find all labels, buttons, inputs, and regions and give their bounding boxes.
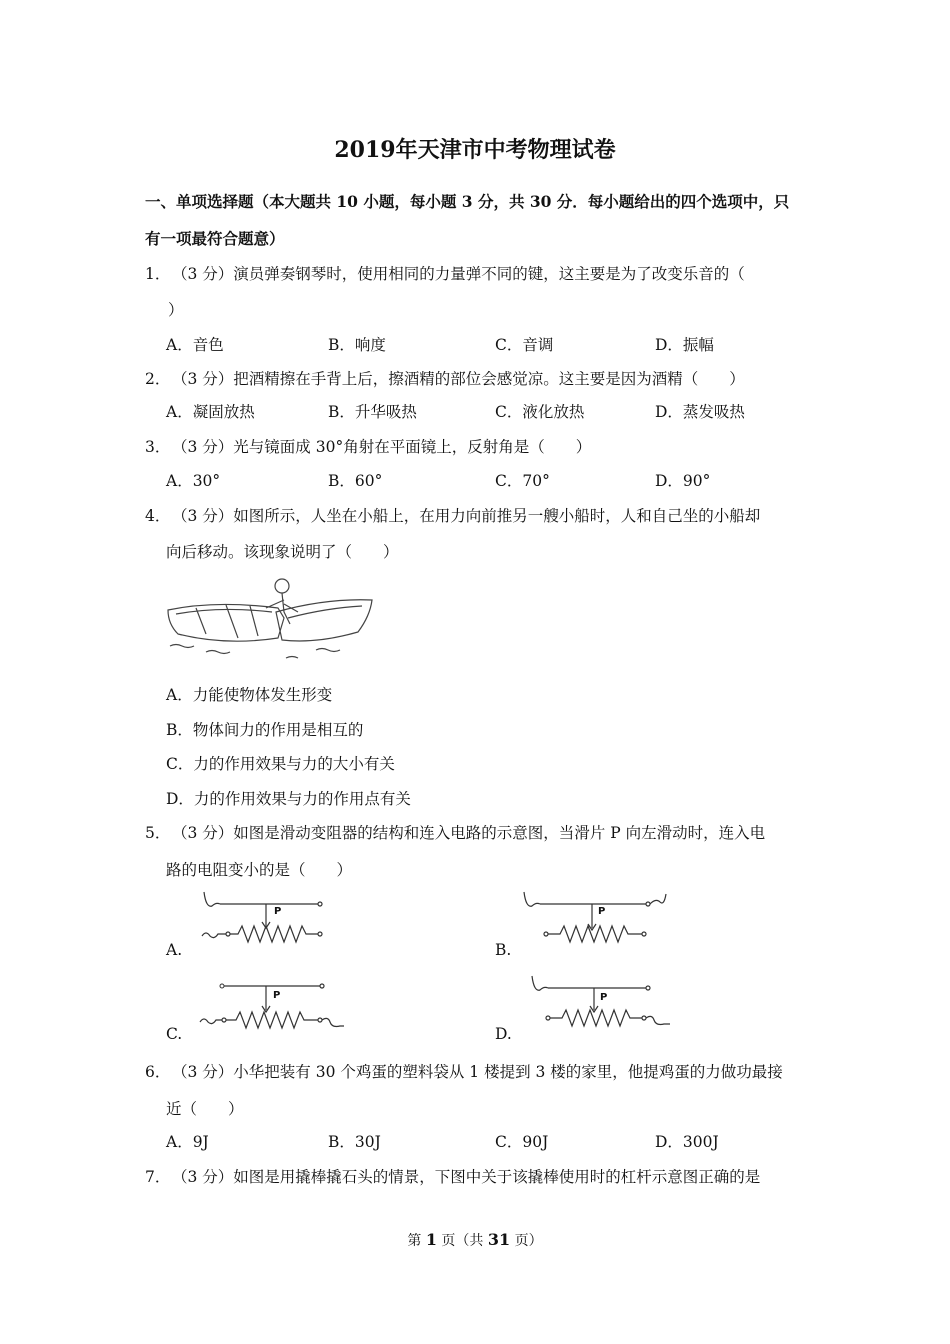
question-number: 1． (145, 265, 171, 283)
option-d: D. (495, 1025, 512, 1043)
question-number: 2． (145, 370, 171, 388)
option-b: B．60° (328, 472, 383, 490)
option-d: D．300J (655, 1133, 719, 1151)
boat-illustration (166, 572, 378, 664)
option-a: A. (166, 941, 183, 959)
option-b: B. (495, 941, 512, 959)
option-c: C．90J (495, 1133, 549, 1151)
option-c: C．力的作用效果与力的大小有关 (166, 755, 395, 773)
rheostat-diagram-a (200, 890, 330, 950)
option-d: D．振幅 (655, 336, 714, 354)
footer-middle: 页（共 (436, 1233, 488, 1249)
page-number: 1 (425, 1230, 437, 1249)
option-d: D．90° (655, 472, 711, 490)
option-c: C．音调 (495, 336, 554, 354)
question-text: 向后移动。该现象说明了（ ） (166, 543, 399, 561)
question-text: （3 分）如图所示，人坐在小船上，在用力向前推另一艘小船时，人和自己坐的小船却 (172, 507, 761, 525)
option-a: A．音色 (166, 336, 224, 354)
question-number: 7． (145, 1168, 171, 1186)
option-a: A．力能使物体发生形变 (166, 686, 333, 704)
page-title: 2019年天津市中考物理试卷 (334, 137, 616, 163)
slider-label: P (600, 992, 608, 1003)
option-b: B．响度 (328, 336, 386, 354)
footer-prefix: 第 (407, 1233, 426, 1249)
question-number: 3． (145, 438, 171, 456)
section-heading: 一、单项选择题（本大题共 10 小题，每小题 3 分，共 30 分．每小题给出的四个选项中，只 (145, 192, 790, 211)
option-a: A．凝固放热 (166, 403, 255, 421)
slider-label: P (273, 990, 281, 1001)
question-text: （3 分）小华把装有 30 个鸡蛋的塑料袋从 1 楼提到 3 楼的家里，他提鸡蛋的力做功最接 (172, 1063, 783, 1081)
question-text: （3 分）把酒精擦在手背上后，擦酒精的部位会感觉凉。这主要是因为酒精（ ） (172, 370, 745, 388)
question-text: （3 分）如图是用撬棒撬石头的情景，下图中关于该撬棒使用时的杠杆示意图正确的是 (172, 1168, 761, 1186)
slider-label: P (598, 906, 606, 917)
question-text: 近（ ） (166, 1100, 244, 1118)
option-d: D．蒸发吸热 (655, 403, 745, 421)
question-text: （3 分）演员弹奏钢琴时，使用相同的力量弹不同的键，这主要是为了改变乐音的（ (172, 265, 745, 283)
rheostat-diagram-c (198, 976, 348, 1036)
question-text: （3 分）如图是滑动变阻器的结构和连入电路的示意图，当滑片 P 向左滑动时，连入电 (172, 824, 766, 842)
question-number: 4． (145, 507, 171, 525)
rheostat-diagram-d (528, 974, 678, 1034)
question-text: ） (168, 301, 184, 319)
question-text: （3 分）光与镜面成 30°角射在平面镜上，反射角是（ ） (172, 438, 592, 456)
section-heading-cont: 有一项最符合题意） (145, 229, 285, 248)
option-c: C. (166, 1025, 183, 1043)
question-number: 5． (145, 824, 171, 842)
option-a: A．9J (166, 1133, 209, 1151)
slider-label: P (274, 906, 282, 917)
question-text: 路的电阻变小的是（ ） (166, 861, 353, 879)
rheostat-diagram-b (520, 890, 670, 950)
option-c: C．液化放热 (495, 403, 585, 421)
footer-suffix: 页） (510, 1233, 543, 1249)
option-b: B．升华吸热 (328, 403, 417, 421)
option-c: C．70° (495, 472, 550, 490)
page-footer (0, 1230, 950, 1250)
option-a: A．30° (166, 472, 221, 490)
option-b: B．30J (328, 1133, 381, 1151)
option-d: D．力的作用效果与力的作用点有关 (166, 790, 411, 808)
option-b: B．物体间力的作用是相互的 (166, 721, 364, 739)
question-number: 6． (145, 1063, 171, 1081)
page-total: 31 (487, 1230, 511, 1249)
